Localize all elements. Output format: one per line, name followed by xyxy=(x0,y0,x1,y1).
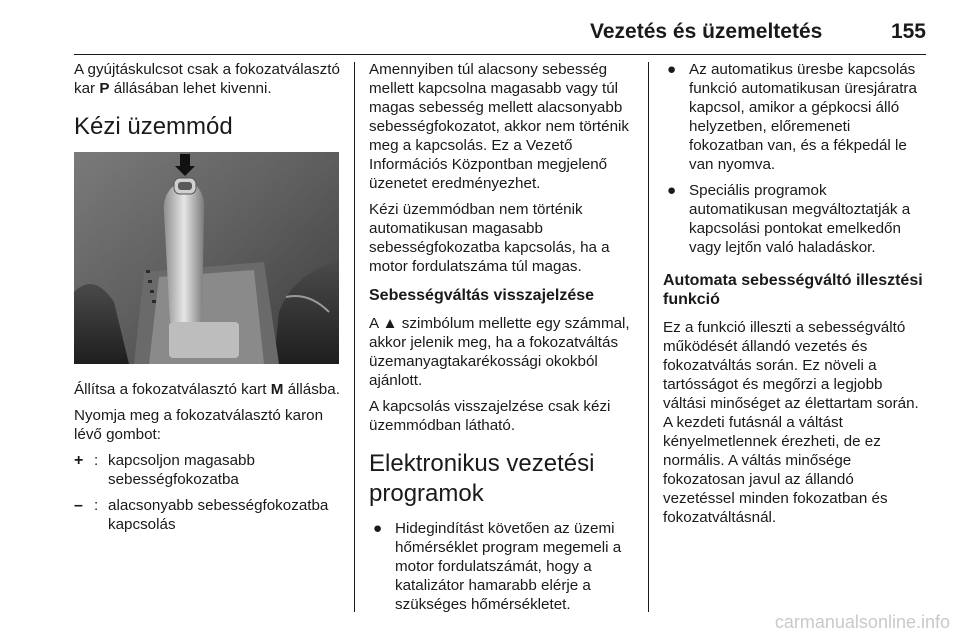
gear-selector-image xyxy=(74,152,339,364)
downshift-item: – : alacsonyabb sebességfokozatba kapcsolás xyxy=(74,497,329,533)
paragraph-no-auto-upshift: Kézi üzemmódban nem történik automatikusan magasabb sebességfokozatba kapcsolás, ha a motor fordulatszáma túl magas. xyxy=(369,201,610,275)
instruction-paragraph-2: Nyomja meg a fokozatválasztó karon lévő gombot: xyxy=(74,407,324,443)
page-number: 155 xyxy=(890,20,926,43)
upshift-item: + : kapcsoljon magasabb sebességfokozatba xyxy=(74,452,255,488)
plus-icon: + xyxy=(74,452,84,469)
watermark: carmanualsonline.info xyxy=(774,612,950,632)
section-heading-electronic-programs: Elektronikus vezetési programok xyxy=(369,450,595,507)
paragraph-shift-limits: Amennyiben túl alacsony sebesség mellett kapcsolna magasabb vagy túl magas sebesség mellett alacsonyabb sebességfokozatot, akkor nem történik meg a kapcsolás. Ez a Vezető Információs Központban megjelenő üzenetet eredményezhet. xyxy=(369,61,630,192)
intro-paragraph: A gyújtáskulcsot csak a fokozatválasztó kar P állásában lehet kivenni. xyxy=(74,61,340,97)
subheading-shift-indicator: Sebességváltás visszajelzése xyxy=(369,287,595,304)
column-divider-2 xyxy=(648,62,649,612)
column-2 xyxy=(369,60,637,621)
chapter-title: Vezetés és üzemeltetés xyxy=(590,20,823,43)
paragraph-adaptation: Ez a funkció illeszti a sebességváltó működését állandó vezetés és fokozatváltás során. Ez növeli a tartósságot és megőrzi a legjobb váltási minőséget az élettartam során. A kezdeti futásnál a váltást kényelmetlennek érezheti, de ez normális. A váltás minősége fokozatosan javul az állandó vezetéssel minden fokozatban és fokozatváltásnál. xyxy=(663,319,919,526)
subheading-adaptation-function: Automata sebességváltó illesztési funkció xyxy=(663,272,923,308)
bullet-icon: ● xyxy=(667,61,677,78)
bullet-icon: ● xyxy=(373,520,383,537)
instruction-paragraph-1: Állítsa a fokozatválasztó kart M állásba. xyxy=(74,381,340,398)
column-1 xyxy=(74,60,342,541)
column-3 xyxy=(663,60,928,534)
list-item: ● Speciális programok automatikusan megváltoztatják a kapcsolási pontokat emelkedőn vagy lejtőn való haladáskor. xyxy=(663,181,928,257)
list-item: ● Hidegindítást követően az üzemi hőmérséklet program megemeli a motor fordulatszámát, hogy a katalizátor hamarabb elérje a szükséges hőmérsékletet. xyxy=(369,519,637,614)
paragraph-indicator-manual: A kapcsolás visszajelzése csak kézi üzemmódban látható. xyxy=(369,398,611,434)
section-heading-manual-mode: Kézi üzemmód xyxy=(74,113,233,140)
minus-icon: – xyxy=(74,497,83,514)
bullet-icon: ● xyxy=(667,182,677,199)
header-rule xyxy=(74,54,926,55)
paragraph-shift-symbol: A ▲ szimbólum mellette egy számmal, akkor jelenik meg, ha a fokozatváltás üzemanyagtakarékossági okokból ajánlott. xyxy=(369,315,630,389)
list-item: ● Az automatikus üresbe kapcsolás funkció automatikusan üresjáratra kapcsol, amikor a gépkocsi álló helyzetben, előremeneti fokozatban van, és a fékpedál le van nyomva. xyxy=(663,60,928,174)
column-divider-1 xyxy=(354,62,355,612)
